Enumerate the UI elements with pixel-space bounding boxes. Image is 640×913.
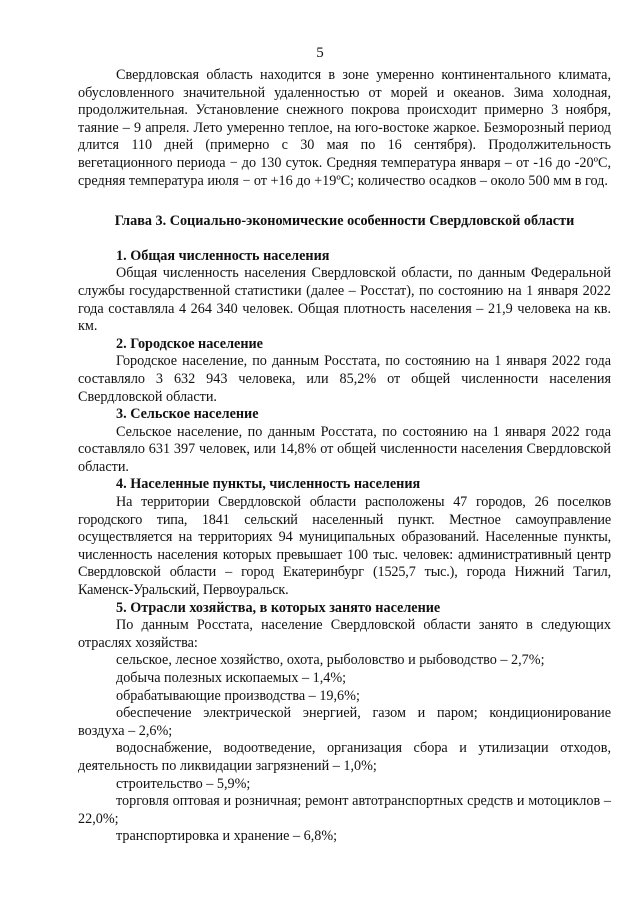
industry-item: торговля оптовая и розничная; ремонт автотранспортных средств и мотоциклов – 22,0%;	[78, 793, 611, 827]
section-text-population: Общая численность населения Свердловской области, по данным Федеральной службы государственной статистики (далее – Росстат), по состоянию на 1 января 2022 года составляла 4 264 340 человек. Общая плотность населения – 21,9 человека на кв. км.	[78, 265, 611, 335]
industry-item: обеспечение электрической энергией, газом и паром; кондиционирование воздуха – 2,6%;	[78, 705, 611, 739]
industry-item: водоснабжение, водоотведение, организация сбора и утилизации отходов, деятельность по ликвидации загрязнений – 1,0%;	[78, 740, 611, 774]
section-text-settlements: На территории Свердловской области расположены 47 городов, 26 поселков городского типа, 1841 сельский населенный пункт. Местное самоуправление осуществляется на территориях 94 муниципальных образований. Населенные пункты, численность населения которых превышает 100 тыс. человек: административный центр Свердловской области – город Екатеринбург (1525,7 тыс.), города Нижний Тагил, Каменск-Уральский, Первоуральск.	[78, 494, 611, 599]
section-heading-industries: 5. Отрасли хозяйства, в которых занято население	[116, 599, 441, 616]
industry-item: транспортировка и хранение – 6,8%;	[116, 828, 338, 845]
industry-item: добыча полезных ископаемых – 1,4%;	[116, 670, 347, 686]
section-heading-urban: 2. Городское население	[116, 335, 263, 352]
section-text-urban: Городское население, по данным Росстата, по состоянию на 1 января 2022 года составляло 3 632 943 человека, или 85,2% от общей численности населения Свердловской области.	[78, 353, 611, 405]
page-number: 5	[316, 45, 324, 61]
industry-item: сельское, лесное хозяйство, охота, рыболовство и рыбоводство – 2,7%;	[116, 652, 545, 669]
industry-item: обрабатывающие производства – 19,6%;	[116, 687, 360, 704]
climate-paragraph: Свердловская область находится в зоне умеренно континентального климата, обусловленного значительной удаленностью от морей и океанов. Зима холодная, продолжительная. Установление снежного покрова происходит примерно 3 ноября, таяние – 9 апреля. Лето умеренно теплое, на юго-востоке жаркое. Безморозный период длится 110 дней (примерно с 30 мая по 16 сентября). Продолжительность вегетационного периода − до 130 суток. Средняя температура января – от -16 до -20ºС, средняя температура июля − от +16 до +19ºС; количество осадков – около 500 мм в год.	[78, 67, 611, 189]
section-text-industries: По данным Росстата, население Свердловской области занято в следующих отраслях хозяйства:	[78, 617, 611, 651]
section-heading-population: 1. Общая численность населения	[116, 247, 330, 264]
industry-item: строительство – 5,9%;	[116, 775, 251, 792]
chapter-title: Глава 3. Социально-экономические особенности Свердловской области	[114, 213, 575, 230]
section-heading-rural: 3. Сельское население	[116, 406, 259, 423]
document-body	[78, 67, 611, 846]
section-text-rural: Сельское население, по данным Росстата, по состоянию на 1 января 2022 года составляло 631 397 человек, или 14,8% от общей численности населения Свердловской области.	[78, 423, 611, 475]
section-heading-settlements: 4. Населенные пункты, численность населения	[116, 476, 421, 493]
